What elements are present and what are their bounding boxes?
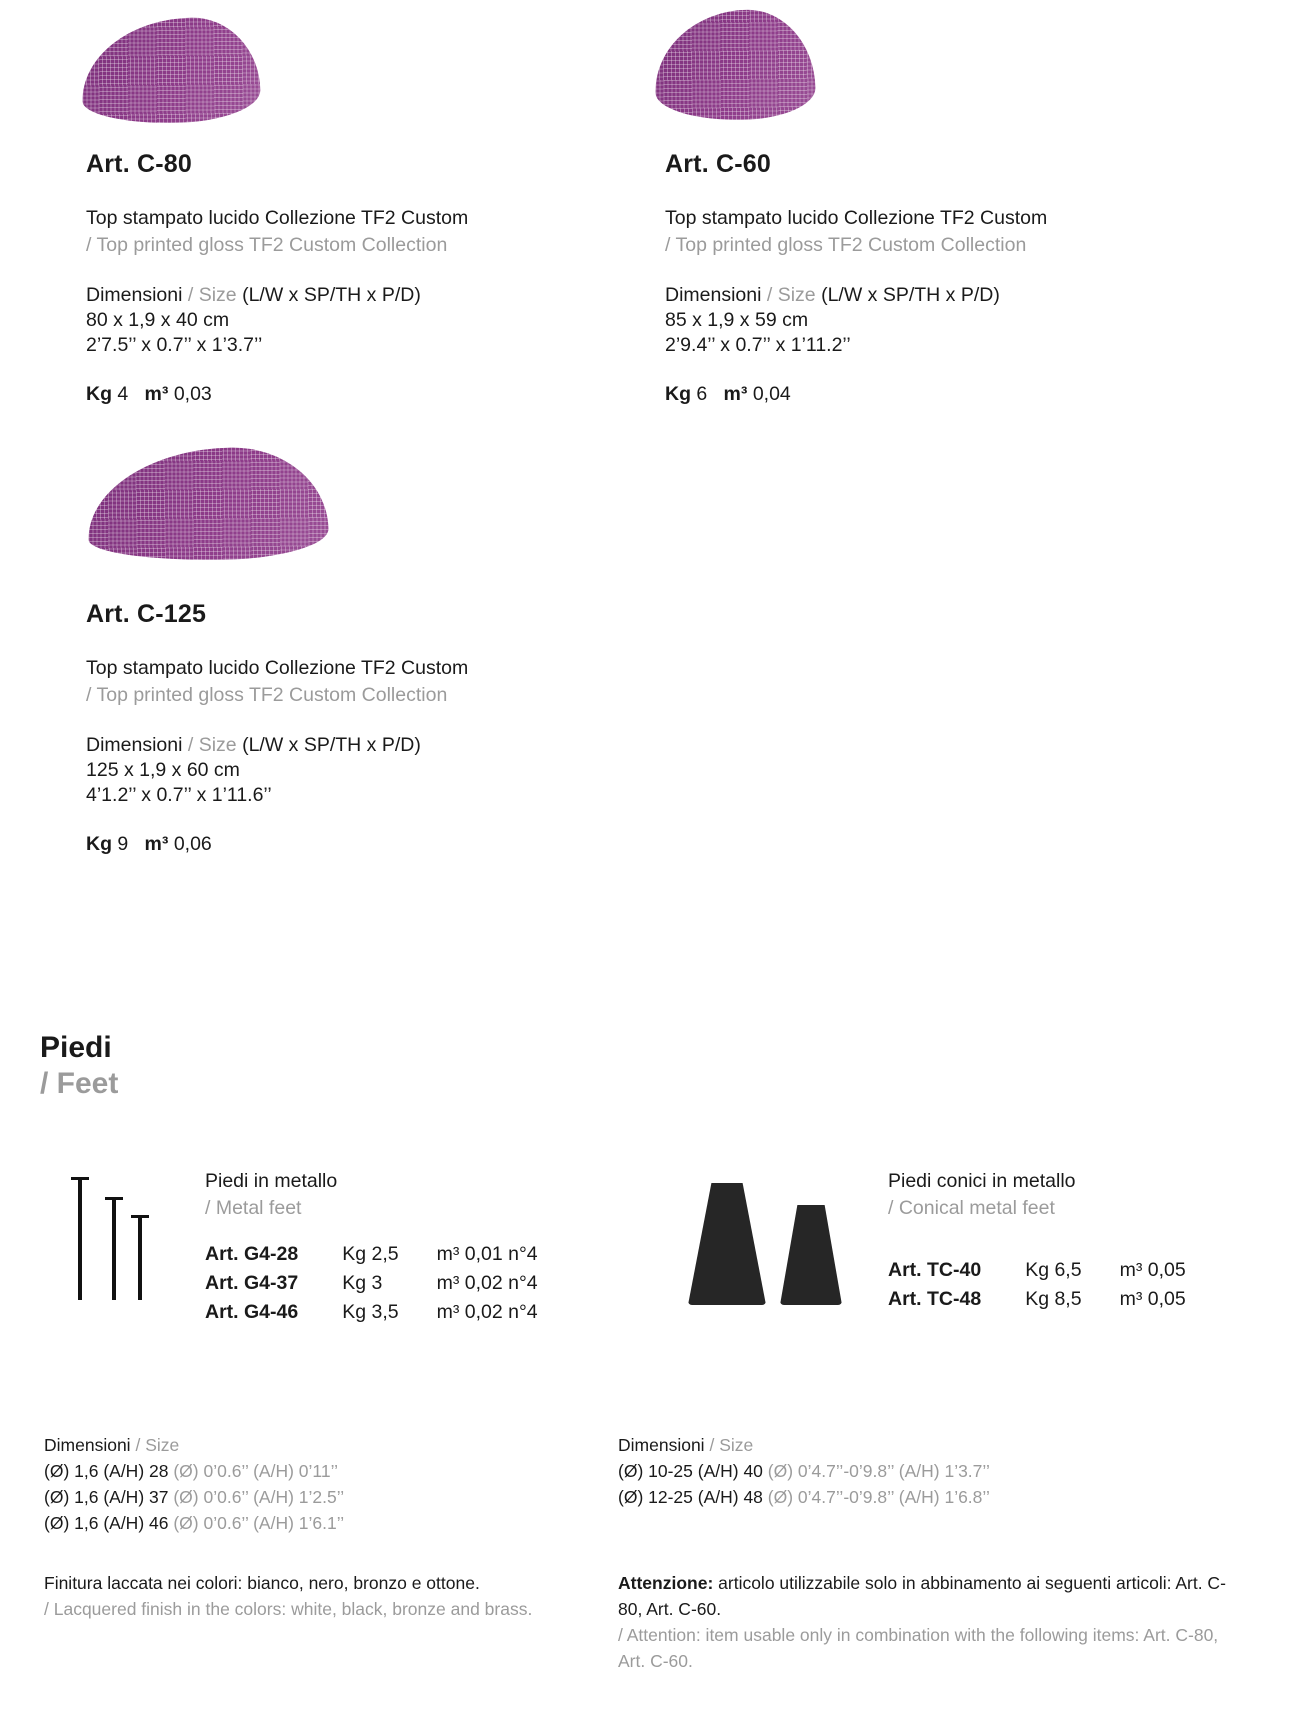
metal-feet-name-en: / Metal feet [205,1197,302,1219]
table-row [888,1256,1186,1285]
product-description-en: / Top printed gloss TF2 Custom Collection [86,234,448,256]
metal-feet-table [205,1240,538,1327]
metal-feet-weight: Kg 2,5 [342,1243,399,1265]
metal-rod-short [138,1216,142,1300]
dimensions-cm: 85 x 1,9 x 59 cm [665,309,809,331]
dimensions-axes: (L/W x SP/TH x P/D) [242,734,421,756]
dimensions-inches: 2’7.5’’ x 0.7’’ x 1’3.7’’ [86,334,263,356]
dimensions-metric: (Ø) 1,6 (A/H) 28 [44,1461,174,1481]
conical-feet-warning-note [618,1570,1238,1674]
product-article-title: Art. C-60 [665,150,771,178]
product-block-c60 [665,150,1225,407]
conical-feet-table [888,1256,1186,1314]
weight-value: 9 [117,833,129,855]
product-image-c125 [88,448,328,560]
product-dimensions [86,283,626,358]
conical-feet-dimensions-note [618,1432,1218,1510]
dimensions-imperial: (Ø) 0’4.7’’-0’9.8’’ (A/H) 1’3.7’’ [767,1461,990,1481]
warning-label: Attenzione: [618,1573,714,1593]
metal-feet-volume: m³ 0,01 n°4 [436,1243,538,1265]
table-row [888,1285,1186,1314]
dimensions-inches: 4’1.2’’ x 0.7’’ x 1’11.6’’ [86,784,272,806]
product-image-c60 [655,10,815,120]
dimensions-label-sep: / [709,1435,715,1455]
dimensions-label-it: Dimensioni [86,284,183,306]
section-heading-feet [40,1030,118,1102]
metal-feet-name-it: Piedi in metallo [205,1170,338,1192]
metal-feet-article: Art. G4-46 [205,1301,299,1323]
conical-feet-name-en: / Conical metal feet [888,1197,1055,1219]
dimensions-label-en: Size [198,284,237,306]
volume-value: 0,06 [173,833,212,855]
dimensions-inches: 2’9.4’’ x 0.7’’ x 1’11.2’’ [665,334,851,356]
metal-feet-volume: m³ 0,02 n°4 [436,1272,538,1294]
conical-feet-block [888,1168,1288,1314]
product-block-c125 [86,600,626,857]
metal-feet-block [205,1168,625,1327]
dimensions-metric: (Ø) 1,6 (A/H) 37 [44,1487,174,1507]
dimensions-label-sep: / [187,734,194,756]
product-weight-volume [86,832,626,857]
dimensions-metric: (Ø) 1,6 (A/H) 46 [44,1513,174,1533]
volume-label: m³ [144,833,169,855]
metal-feet-weight: Kg 3,5 [342,1301,399,1323]
product-description-it: Top stampato lucido Collezione TF2 Custom [86,207,469,229]
dimensions-label-en: Size [719,1435,754,1455]
metal-feet-article: Art. G4-28 [205,1243,299,1265]
dimensions-cm: 125 x 1,9 x 60 cm [86,759,240,781]
dimensions-imperial: (Ø) 0’0.6’’ (A/H) 1’2.5’’ [173,1487,345,1507]
dimensions-label-sep: / [187,284,194,306]
product-description-en: / Top printed gloss TF2 Custom Collection [665,234,1027,256]
conical-foot-large [688,1183,766,1305]
metal-feet-dimensions-note [44,1432,604,1536]
product-article-title: Art. C-125 [86,600,207,628]
conical-feet-volume: m³ 0,05 [1119,1288,1186,1310]
conical-feet-weight: Kg 8,5 [1025,1288,1082,1310]
dimensions-label-it: Dimensioni [44,1435,131,1455]
dimensions-label-it: Dimensioni [86,734,183,756]
dimensions-metric: (Ø) 10-25 (A/H) 40 [618,1461,768,1481]
table-row [205,1240,538,1269]
volume-value: 0,03 [173,383,212,405]
volume-label: m³ [723,383,748,405]
product-description-it: Top stampato lucido Collezione TF2 Custom [86,657,469,679]
conical-feet-name [888,1168,1288,1222]
product-description [86,205,626,259]
dimensions-label-sep: / [135,1435,141,1455]
metal-rod-tall [78,1178,82,1300]
warning-text-en: / Attention: item usable only in combination with the following items: Art. C-80, Art. C-60. [618,1625,1219,1671]
volume-label: m³ [144,383,169,405]
metal-feet-name [205,1168,625,1222]
product-weight-volume [665,382,1225,407]
table-row [205,1298,538,1327]
volume-value: 0,04 [752,383,791,405]
conical-feet-volume: m³ 0,05 [1119,1259,1186,1281]
dimensions-label-en: Size [198,734,237,756]
warning-text-it: articolo utilizzabile solo in abbinamento ai seguenti articoli: Art. C-80, Art. C-60. [618,1573,1226,1619]
finish-text-en: / Lacquered finish in the colors: white, black, bronze and brass. [44,1599,533,1619]
section-title-en: / Feet [40,1067,119,1100]
dimensions-imperial: (Ø) 0’0.6’’ (A/H) 0’11’’ [173,1461,339,1481]
weight-label: Kg [86,833,112,855]
dimensions-cm: 80 x 1,9 x 40 cm [86,309,230,331]
metal-feet-finish-note [44,1570,604,1622]
metal-feet-weight: Kg 3 [342,1272,383,1294]
product-article-title: Art. C-80 [86,150,192,178]
dimensions-label-sep: / [766,284,773,306]
dimensions-label-it: Dimensioni [618,1435,705,1455]
conical-feet-weight: Kg 6,5 [1025,1259,1082,1281]
weight-value: 6 [696,383,708,405]
conical-feet-article: Art. TC-48 [888,1288,982,1310]
dimensions-imperial: (Ø) 0’0.6’’ (A/H) 1’6.1’’ [173,1513,345,1533]
metal-rod-medium [112,1198,116,1300]
product-description-en: / Top printed gloss TF2 Custom Collection [86,684,448,706]
dimensions-imperial: (Ø) 0’4.7’’-0’9.8’’ (A/H) 1’6.8’’ [767,1487,990,1507]
metal-feet-volume: m³ 0,02 n°4 [436,1301,538,1323]
conical-feet-article: Art. TC-40 [888,1259,982,1281]
product-image-c80 [82,18,260,123]
section-title-it: Piedi [40,1031,112,1064]
dimensions-axes: (L/W x SP/TH x P/D) [242,284,421,306]
product-dimensions [665,283,1225,358]
conical-foot-small [780,1205,842,1305]
weight-label: Kg [86,383,112,405]
dimensions-axes: (L/W x SP/TH x P/D) [821,284,1000,306]
dimensions-label-en: Size [145,1435,180,1455]
product-description [86,655,626,709]
conical-feet-illustration [688,1185,848,1305]
product-weight-volume [86,382,626,407]
weight-label: Kg [665,383,691,405]
weight-value: 4 [117,383,129,405]
product-block-c80 [86,150,626,407]
product-description-it: Top stampato lucido Collezione TF2 Custom [665,207,1048,229]
finish-text-it: Finitura laccata nei colori: bianco, nero, bronzo e ottone. [44,1573,480,1593]
conical-feet-name-it: Piedi conici in metallo [888,1170,1076,1192]
dimensions-label-it: Dimensioni [665,284,762,306]
dimensions-metric: (Ø) 12-25 (A/H) 48 [618,1487,768,1507]
table-row [205,1269,538,1298]
metal-feet-illustration [70,1175,175,1300]
product-description [665,205,1225,259]
product-dimensions [86,733,626,808]
metal-feet-article: Art. G4-37 [205,1272,299,1294]
dimensions-label-en: Size [777,284,816,306]
